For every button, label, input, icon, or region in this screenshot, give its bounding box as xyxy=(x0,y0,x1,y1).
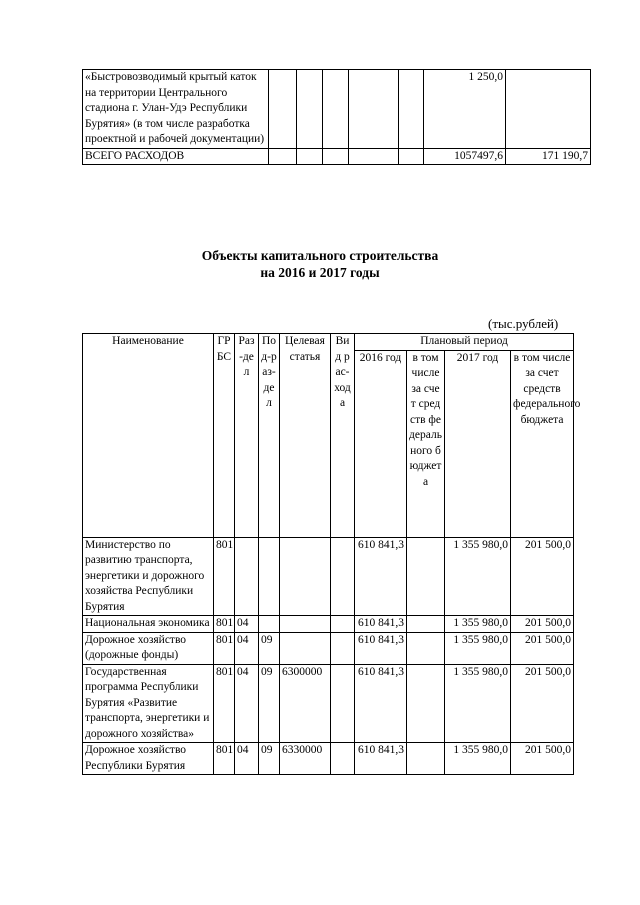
row-2017: 1 355 980,0 xyxy=(445,664,511,743)
table-row xyxy=(83,537,574,616)
row-podrazdel xyxy=(259,537,280,616)
row-2017: 1 355 980,0 xyxy=(445,632,511,664)
row-name: «Быстровозводимый крытый каток на территории Центрального стадиона г. Улан-Удэ Республики Бурятия» (в том числе разработка проектной и рабочей документации) xyxy=(83,70,269,149)
amount-2017 xyxy=(506,70,591,149)
row-podrazdel: 09 xyxy=(259,743,280,775)
row-fed-2017: 201 500,0 xyxy=(511,537,574,616)
row-2016: 610 841,3 xyxy=(355,743,407,775)
row-vid xyxy=(331,743,355,775)
row-2016: 610 841,3 xyxy=(355,616,407,633)
row-2016: 610 841,3 xyxy=(355,537,407,616)
row-fed-2017: 201 500,0 xyxy=(511,743,574,775)
table-row xyxy=(83,70,591,149)
header-name: Наименование xyxy=(83,334,214,538)
row-podrazdel: 09 xyxy=(259,632,280,664)
row-fed-2017: 201 500,0 xyxy=(511,632,574,664)
row-fed-2016 xyxy=(407,664,445,743)
header-target: Целевая статья xyxy=(280,334,331,538)
row-target xyxy=(280,537,331,616)
row-fed-2017: 201 500,0 xyxy=(511,664,574,743)
table-row xyxy=(83,743,574,775)
row-vid xyxy=(331,616,355,633)
row-name: Национальная экономика xyxy=(83,616,214,633)
amount-2016: 1 250,0 xyxy=(424,70,506,149)
total-row xyxy=(83,148,591,165)
row-vid xyxy=(331,664,355,743)
row-target: 6330000 xyxy=(280,743,331,775)
section-title xyxy=(0,247,640,281)
row-razdel xyxy=(235,537,259,616)
title-line-1: Объекты капитального строительства xyxy=(201,248,439,263)
header-podrazdel: По д-раз-дел xyxy=(259,334,280,538)
header-grbs: ГРБС xyxy=(214,334,235,538)
header-fed-2017: в том числе за счет средств федерального бюджета xyxy=(511,350,574,537)
row-vid xyxy=(331,632,355,664)
table-row xyxy=(83,632,574,664)
units-label: (тыс.рублей) xyxy=(488,316,559,331)
row-2017: 1 355 980,0 xyxy=(445,537,511,616)
row-fed-2017: 201 500,0 xyxy=(511,616,574,633)
row-fed-2016 xyxy=(407,743,445,775)
row-name: Дорожное хозяйство Республики Бурятия xyxy=(83,743,214,775)
row-fed-2016 xyxy=(407,616,445,633)
expenses-table xyxy=(82,69,591,165)
row-target xyxy=(280,616,331,633)
row-2016: 610 841,3 xyxy=(355,664,407,743)
header-fed-2016: в том числе за счет средств федерального бюджета xyxy=(407,350,445,537)
header-row xyxy=(83,334,574,351)
row-name: Министерство по развитию транспорта, энергетики и дорожного хозяйства Республики Бурятия xyxy=(83,537,214,616)
row-name: Дорожное хозяйство (дорожные фонды) xyxy=(83,632,214,664)
table-row xyxy=(83,664,574,743)
row-grbs: 801 xyxy=(214,743,235,775)
row-razdel: 04 xyxy=(235,743,259,775)
row-grbs: 801 xyxy=(214,537,235,616)
row-fed-2016 xyxy=(407,537,445,616)
row-name: Государственная программа Республики Бурятия «Развитие транспорта, энергетики и дорожного хозяйства» xyxy=(83,664,214,743)
row-2017: 1 355 980,0 xyxy=(445,743,511,775)
row-razdel: 04 xyxy=(235,664,259,743)
row-2016: 610 841,3 xyxy=(355,632,407,664)
row-grbs: 801 xyxy=(214,632,235,664)
row-vid xyxy=(331,537,355,616)
header-plan: Плановый период xyxy=(355,334,574,351)
title-line-2: на 2016 и 2017 годы xyxy=(260,265,380,280)
header-vid: Вид рас-хода xyxy=(331,334,355,538)
table-row xyxy=(83,616,574,633)
row-podrazdel: 09 xyxy=(259,664,280,743)
row-podrazdel xyxy=(259,616,280,633)
row-razdel: 04 xyxy=(235,616,259,633)
total-2016: 1057497,6 xyxy=(424,148,506,165)
header-razdel: Раз-дел xyxy=(235,334,259,538)
row-fed-2016 xyxy=(407,632,445,664)
capital-objects-table xyxy=(82,333,581,775)
row-target: 6300000 xyxy=(280,664,331,743)
row-grbs: 801 xyxy=(214,664,235,743)
header-2017: 2017 год xyxy=(445,350,511,537)
row-razdel: 04 xyxy=(235,632,259,664)
total-2017: 171 190,7 xyxy=(506,148,591,165)
row-grbs: 801 xyxy=(214,616,235,633)
row-2017: 1 355 980,0 xyxy=(445,616,511,633)
total-label: ВСЕГО РАСХОДОВ xyxy=(83,148,269,165)
header-2016: 2016 год xyxy=(355,350,407,537)
row-target xyxy=(280,632,331,664)
